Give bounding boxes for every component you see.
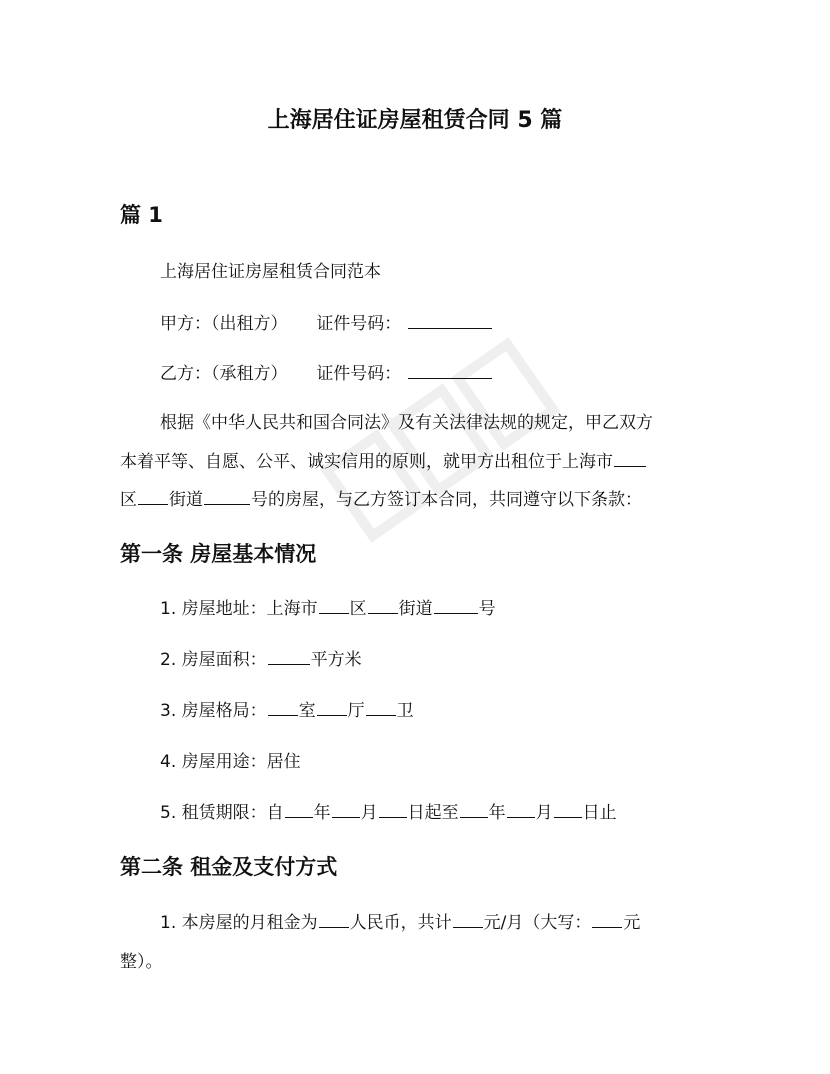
rent-currency: 人民币，共计 <box>349 913 452 933</box>
number-blank <box>204 503 250 505</box>
document-title: 上海居住证房屋租赁合同 5 篇 <box>267 108 563 133</box>
layout-bath: 卫 <box>396 701 414 721</box>
address-number: 号 <box>478 599 496 619</box>
blank <box>460 816 488 818</box>
article-1-item-1 <box>160 590 712 628</box>
term-month-1: 月 <box>360 803 378 823</box>
district-blank <box>614 465 646 467</box>
preamble-street: 街道 <box>169 490 203 510</box>
article-2-item-1 <box>160 904 712 942</box>
term-month-2: 月 <box>535 803 553 823</box>
blank <box>507 816 535 818</box>
party-b-line <box>160 355 712 393</box>
address-district: 区 <box>349 599 367 619</box>
party-a-label: 甲方：（出租方） <box>160 314 288 334</box>
rent-per-month: 元/月（大写： <box>483 913 592 933</box>
preamble-line-2 <box>120 443 712 481</box>
area-label: 2. 房屋面积： <box>160 650 267 670</box>
preamble-text: 本着平等、自愿、公平、诚实信用的原则，就甲方出租位于上海市 <box>120 452 613 472</box>
blank <box>554 816 582 818</box>
area-unit: 平方米 <box>310 650 362 670</box>
party-a-id-blank <box>408 327 492 329</box>
blank <box>319 612 349 614</box>
blank <box>453 926 483 928</box>
preamble-end: 号的房屋，与乙方签订本合同，共同遵守以下条款： <box>251 490 642 510</box>
section-heading: 篇 1 <box>120 203 163 227</box>
article-1-item-4: 4. 房屋用途：居住 <box>160 752 301 772</box>
preamble-district: 区 <box>120 490 137 510</box>
article-1-item-5 <box>160 794 712 832</box>
blank <box>434 612 478 614</box>
article-2-heading: 第二条 租金及支付方式 <box>120 855 338 879</box>
article-1-heading: 第一条 房屋基本情况 <box>120 542 317 566</box>
term-day-1: 日起至 <box>407 803 459 823</box>
article-1-item-2 <box>160 641 712 679</box>
blank <box>592 926 622 928</box>
layout-room: 室 <box>298 701 316 721</box>
term-label: 5. 租赁期限：自 <box>160 803 284 823</box>
article-1-item-3 <box>160 692 712 730</box>
address-label: 1. 房屋地址：上海市 <box>160 599 318 619</box>
blank <box>368 612 398 614</box>
blank <box>319 926 349 928</box>
blank <box>285 816 313 818</box>
party-b-id-blank <box>408 377 492 379</box>
article-2-item-1-cont: 整）。 <box>120 952 163 972</box>
party-b-label: 乙方：（承租方） <box>160 364 288 384</box>
layout-label: 3. 房屋格局： <box>160 701 267 721</box>
address-street: 街道 <box>398 599 433 619</box>
preamble-line-1: 根据《中华人民共和国合同法》及有关法律法规的规定，甲乙双方 <box>160 413 653 433</box>
blank <box>366 714 396 716</box>
blank <box>332 816 360 818</box>
layout-hall: 厅 <box>347 701 365 721</box>
blank <box>317 714 347 716</box>
rent-yuan: 元 <box>623 913 641 933</box>
rent-label: 1. 本房屋的月租金为 <box>160 913 318 933</box>
term-year-2: 年 <box>488 803 506 823</box>
party-b-id-label: 证件号码： <box>316 364 402 384</box>
street-blank <box>138 503 168 505</box>
party-a-id-label: 证件号码： <box>316 314 402 334</box>
blank <box>268 714 298 716</box>
term-year-1: 年 <box>313 803 331 823</box>
term-day-2: 日止 <box>582 803 617 823</box>
preamble-line-3 <box>120 481 712 519</box>
contract-name: 上海居住证房屋租赁合同范本 <box>160 262 381 282</box>
blank <box>379 816 407 818</box>
blank <box>268 663 310 665</box>
party-a-line <box>160 305 712 343</box>
